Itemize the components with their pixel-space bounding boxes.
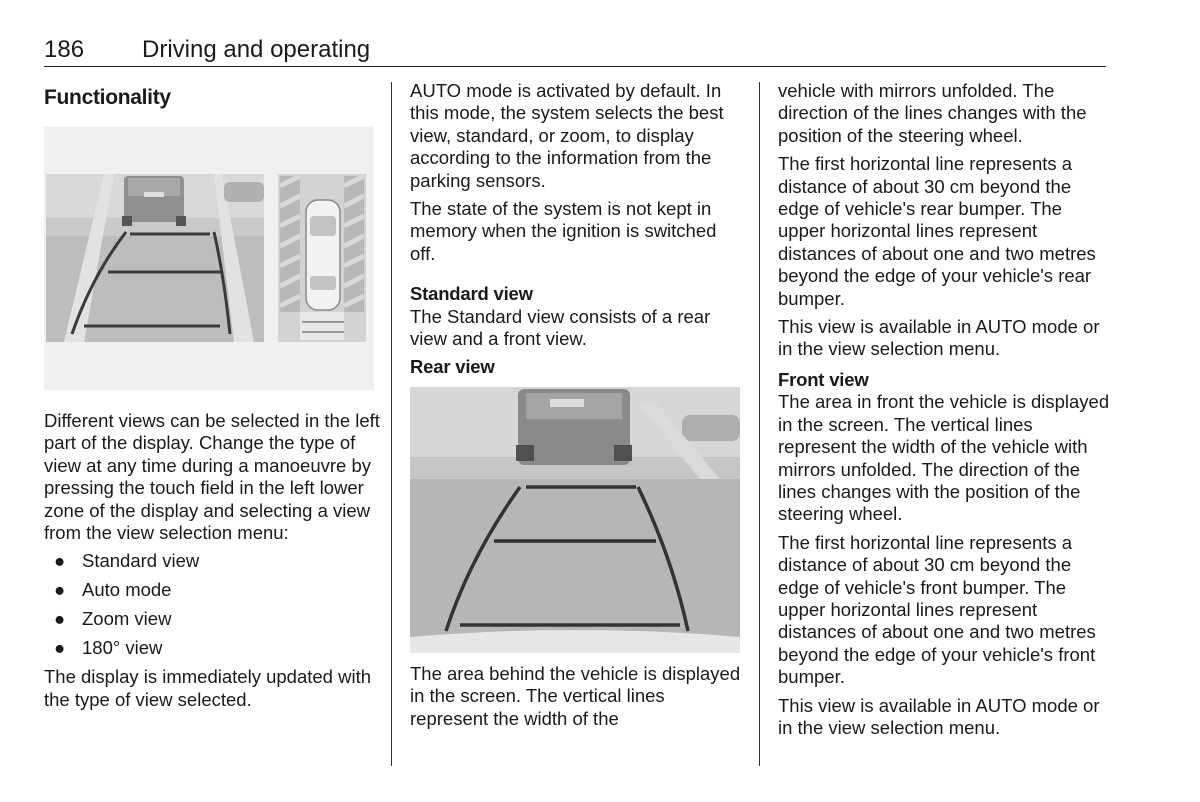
page-number: 186 — [44, 36, 85, 63]
bullet-icon: ● — [54, 579, 66, 601]
bullet-icon: ● — [54, 550, 66, 572]
paragraph-rear-view: The area behind the vehicle is displayed in the screen. The vertical lines represent the width of the — [410, 662, 741, 729]
rear-camera-panel — [46, 174, 264, 342]
paragraph-intro: Different views can be selected in the left part of the display. Change the type of view at any time during a manoeuvre by pressing the touch field in the left lower zone of the display and selecting a view from the view selection menu: — [44, 410, 380, 544]
paragraph-front-lines: The first horizontal line represents a distance of about 30 cm beyond the edge of vehicle's front bumper. The upper horizontal lines represent distances of about one and two metres beyond the edge of your vehicle's front bumper. — [778, 531, 1096, 688]
heading-standard-view: Standard view — [410, 283, 533, 305]
view-list — [44, 550, 380, 659]
list-item: ● Standard view — [54, 550, 200, 572]
paragraph-standard-view: The Standard view consists of a rear view and a front view. — [410, 305, 711, 350]
paragraph-rear-lines: The first horizontal line represents a distance of about 30 cm beyond the edge of vehicle's rear bumper. The upper horizontal lines represent distances of about one and two metres beyond the edge of your vehicle's rear bumper. — [778, 153, 1096, 309]
top-view-panel — [278, 174, 366, 342]
paragraph-memory: The state of the system is not kept in memory when the ignition is switched off. — [410, 198, 717, 264]
paragraph-rear-cont: vehicle with mirrors unfolded. The direction of the lines changes with the position of the steering wheel. — [778, 80, 1087, 146]
bullet-icon: ● — [54, 608, 66, 630]
heading-front-view: Front view — [778, 368, 869, 390]
list-item: ● 180° view — [54, 637, 163, 659]
bullet-icon: ● — [54, 637, 66, 659]
page-header — [44, 34, 1106, 67]
paragraph-auto-mode: AUTO mode is activated by default. In this mode, the system selects the best view, standard, or zoom, to display according to the information from the parking sensors. — [410, 80, 724, 191]
paragraph-front-view: The area in front the vehicle is displayed in the screen. The vertical lines represent the width of the vehicle with mirrors unfolded. The direction of the lines changes with the position of the steering wheel. — [778, 391, 1110, 525]
column-divider — [759, 82, 760, 766]
section-title: Driving and operating — [142, 36, 371, 63]
column-right — [778, 80, 1110, 745]
heading-functionality: Functionality — [44, 86, 171, 109]
display-illustration — [44, 126, 374, 390]
list-item: ● Auto mode — [54, 579, 172, 601]
column-left — [44, 80, 380, 717]
paragraph-rear-availability: This view is available in AUTO mode or in the view selection menu. — [778, 316, 1100, 360]
rear-view-illustration — [410, 387, 740, 653]
paragraph-outro: The display is immediately updated with the type of view selected. — [44, 666, 371, 710]
column-divider — [391, 82, 392, 766]
heading-rear-view: Rear view — [410, 356, 495, 378]
list-item: ● Zoom view — [54, 608, 172, 630]
column-middle — [410, 80, 742, 736]
paragraph-front-availability: This view is available in AUTO mode or in the view selection menu. — [778, 694, 1100, 738]
